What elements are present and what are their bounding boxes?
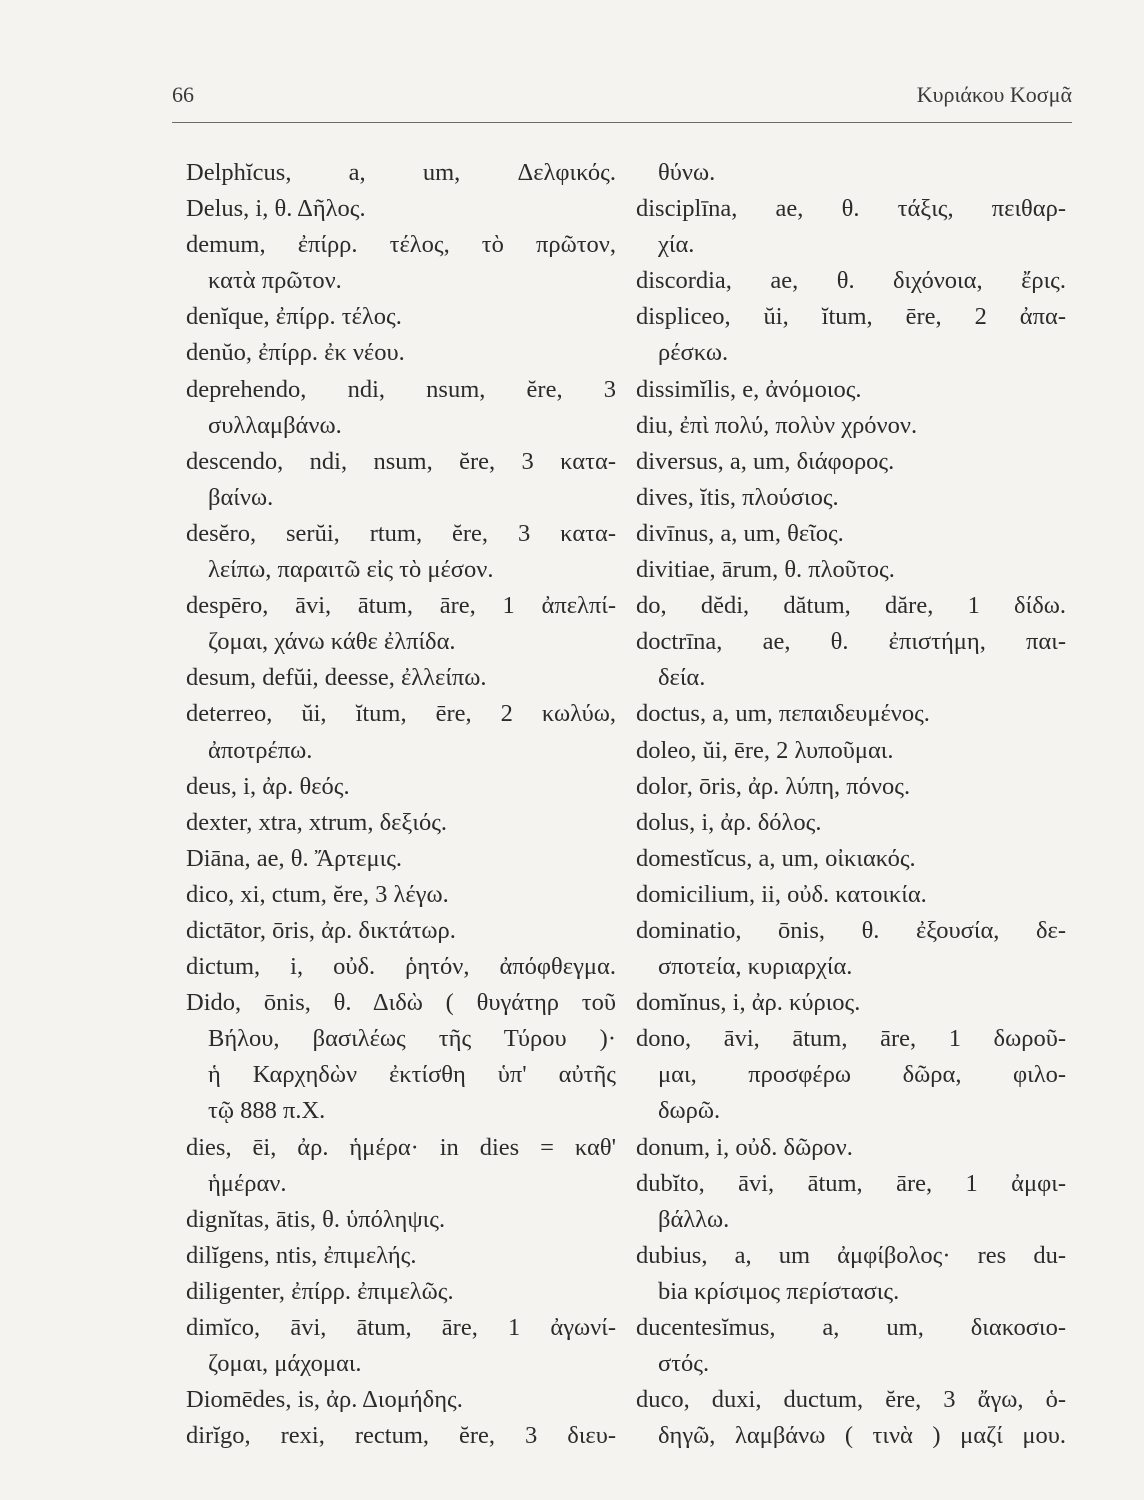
entry-continuation-line: κατὰ πρῶτον.	[208, 267, 342, 295]
entry-continuation-line: τῷ 888 π.Χ.	[208, 1097, 326, 1125]
entry-line: denĭque, ἐπίρρ. τέλος.	[186, 303, 402, 331]
entry-line: diu, ἐπὶ πολύ, πολὺν χρόνον.	[636, 411, 918, 439]
entry-line: doleo, ŭi, ēre, 2 λυποῦμαι.	[636, 736, 894, 764]
entry-continuation-line: δωρῶ.	[658, 1097, 721, 1125]
entry-line: deterreo, ŭi, ĭtum, ēre, 2 κωλύω,	[186, 700, 616, 728]
entry-continuation-line: ζομαι, μάχομαι.	[208, 1350, 362, 1378]
entry-line: dominatio, ōnis, θ. ἐξουσία, δε-	[636, 916, 1066, 944]
entry-line: dilĭgens, ntis, ἐπιμελής.	[186, 1241, 417, 1269]
entry-line: despēro, āvi, ātum, āre, 1 ἀπελπί-	[186, 592, 616, 620]
entry-line: domicilium, ii, οὐδ. κατοικία.	[636, 880, 927, 908]
entry-line: Dido, ōnis, θ. Διδὼ ( θυγάτηρ τοῦ	[186, 989, 616, 1017]
entry-line: dirĭgo, rexi, rectum, ĕre, 3 διευ-	[186, 1422, 616, 1450]
entry-line: domestĭcus, a, um, οἰκιακός.	[636, 844, 916, 872]
right-column	[636, 155, 1066, 1454]
entry-continuation-line: λείπω, παραιτῶ εἰς τὸ μέσον.	[208, 556, 494, 584]
entry-line: deprehendo, ndi, nsum, ĕre, 3	[186, 375, 616, 403]
entry-continuation-line: ἡ Καρχηδὼν ἐκτίσθη ὑπ' αὐτῆς	[208, 1061, 616, 1089]
entry-continuation-line: ζομαι, χάνω κάθε ἐλπίδα.	[208, 628, 456, 656]
entry-line: Delphĭcus, a, um, Δελφικός.	[186, 159, 616, 186]
entry-line: dono, āvi, ātum, āre, 1 δωροῦ-	[636, 1025, 1066, 1053]
entry-line: doctrīna, ae, θ. ἐπιστήμη, παι-	[636, 628, 1066, 656]
entry-line: deus, i, ἀρ. θεός.	[186, 772, 350, 800]
entry-line: Diāna, ae, θ. Ἄρτεμις.	[186, 844, 403, 872]
entry-continuation-line: μαι, προσφέρω δῶρα, φιλο-	[658, 1061, 1066, 1089]
entry-line: duco, duxi, ductum, ĕre, 3 ἄγω, ὁ-	[636, 1386, 1066, 1414]
entry-line: do, dĕdi, dătum, dăre, 1 δίδω.	[636, 592, 1066, 620]
entry-line: desum, defŭi, deesse, ἐλλείπω.	[186, 664, 487, 692]
entry-line: descendo, ndi, nsum, ĕre, 3 κατα-	[186, 447, 616, 475]
entry-line: dimĭco, āvi, ātum, āre, 1 ἀγωνί-	[186, 1314, 616, 1341]
entry-line: diligenter, ἐπίρρ. ἐπιμελῶς.	[186, 1277, 454, 1305]
entry-continuation-line: σποτεία, κυριαρχία.	[658, 953, 853, 981]
page-header	[172, 82, 1072, 114]
entry-line: dictum, i, οὐδ. ῥητόν, ἀπόφθεγμα.	[186, 953, 616, 981]
entry-line: dubius, a, um ἀμφίβολος· res du-	[636, 1241, 1066, 1269]
entry-line: Delus, i, θ. Δῆλος.	[186, 195, 366, 223]
entry-line: doctus, a, um, πεπαιδευμένος.	[636, 700, 930, 728]
entry-line: donum, i, οὐδ. δῶρον.	[636, 1133, 853, 1161]
entry-line: desĕro, serŭi, rtum, ĕre, 3 κατα-	[186, 519, 616, 547]
entry-continuation-line: δεία.	[658, 664, 706, 692]
entry-line: disciplīna, ae, θ. τάξις, πειθαρ-	[636, 195, 1066, 223]
entry-line: displiceo, ŭi, ĭtum, ēre, 2 ἀπα-	[636, 303, 1066, 331]
entry-line: diversus, a, um, διάφορος.	[636, 447, 895, 475]
entry-continuation-line: ἀποτρέπω.	[208, 736, 313, 764]
entry-line: dolus, i, ἀρ. δόλος.	[636, 808, 822, 836]
entry-line: dives, ĭtis, πλούσιος.	[636, 483, 839, 511]
entry-line: divitiae, ārum, θ. πλοῦτος.	[636, 556, 895, 584]
entry-continuation-line: bia κρίσιμος περίστασις.	[658, 1277, 900, 1305]
entry-line: dies, ēi, ἀρ. ἡμέρα· in dies = καθ'	[186, 1133, 616, 1161]
entry-line: dignĭtas, ātis, θ. ὑπόληψις.	[186, 1205, 446, 1233]
entry-line: ducentesĭmus, a, um, διακοσιο-	[636, 1314, 1066, 1341]
entry-line: Diomēdes, is, ἀρ. Διομήδης.	[186, 1386, 463, 1414]
entry-line: discordia, ae, θ. διχόνοια, ἔρις.	[636, 267, 1066, 295]
page-number: 66	[172, 82, 194, 107]
entry-continuation-line: βάλλω.	[658, 1205, 730, 1233]
entry-line: domĭnus, i, ἀρ. κύριος.	[636, 989, 861, 1017]
entry-continuation-line: βαίνω.	[208, 483, 274, 511]
entry-continuation-line: θύνω.	[658, 159, 716, 186]
entry-line: dexter, xtra, xtrum, δεξιός.	[186, 808, 448, 836]
entry-line: dolor, ōris, ἀρ. λύπη, πόνος.	[636, 772, 911, 800]
entry-line: dico, xi, ctum, ĕre, 3 λέγω.	[186, 880, 449, 908]
running-head: Κυριάκου Κοσμᾶ	[916, 82, 1072, 107]
entry-continuation-line: Βήλου, βασιλέως τῆς Τύρου )·	[208, 1025, 616, 1053]
entry-continuation-line: δηγῶ, λαμβάνω ( τινὰ ) μαζί μου.	[658, 1422, 1066, 1450]
header-rule	[172, 122, 1072, 123]
entry-continuation-line: ἡμέραν.	[208, 1169, 287, 1197]
entry-line: dubĭto, āvi, ātum, āre, 1 ἀμφι-	[636, 1169, 1066, 1197]
entry-continuation-line: χία.	[658, 231, 695, 259]
entry-line: dissimĭlis, e, ἀνόμοιος.	[636, 375, 862, 403]
entry-continuation-line: στός.	[658, 1350, 710, 1378]
entry-continuation-line: συλλαμβάνω.	[208, 411, 342, 439]
left-column	[186, 155, 616, 1454]
entry-line: divīnus, a, um, θεῖος.	[636, 519, 844, 547]
entry-line: dictātor, ōris, ἀρ. δικτάτωρ.	[186, 916, 456, 944]
entry-line: denŭo, ἐπίρρ. ἐκ νέου.	[186, 339, 405, 367]
entry-continuation-line: ρέσκω.	[658, 339, 729, 367]
entry-line: demum, ἐπίρρ. τέλος, τὸ πρῶτον,	[186, 231, 616, 259]
